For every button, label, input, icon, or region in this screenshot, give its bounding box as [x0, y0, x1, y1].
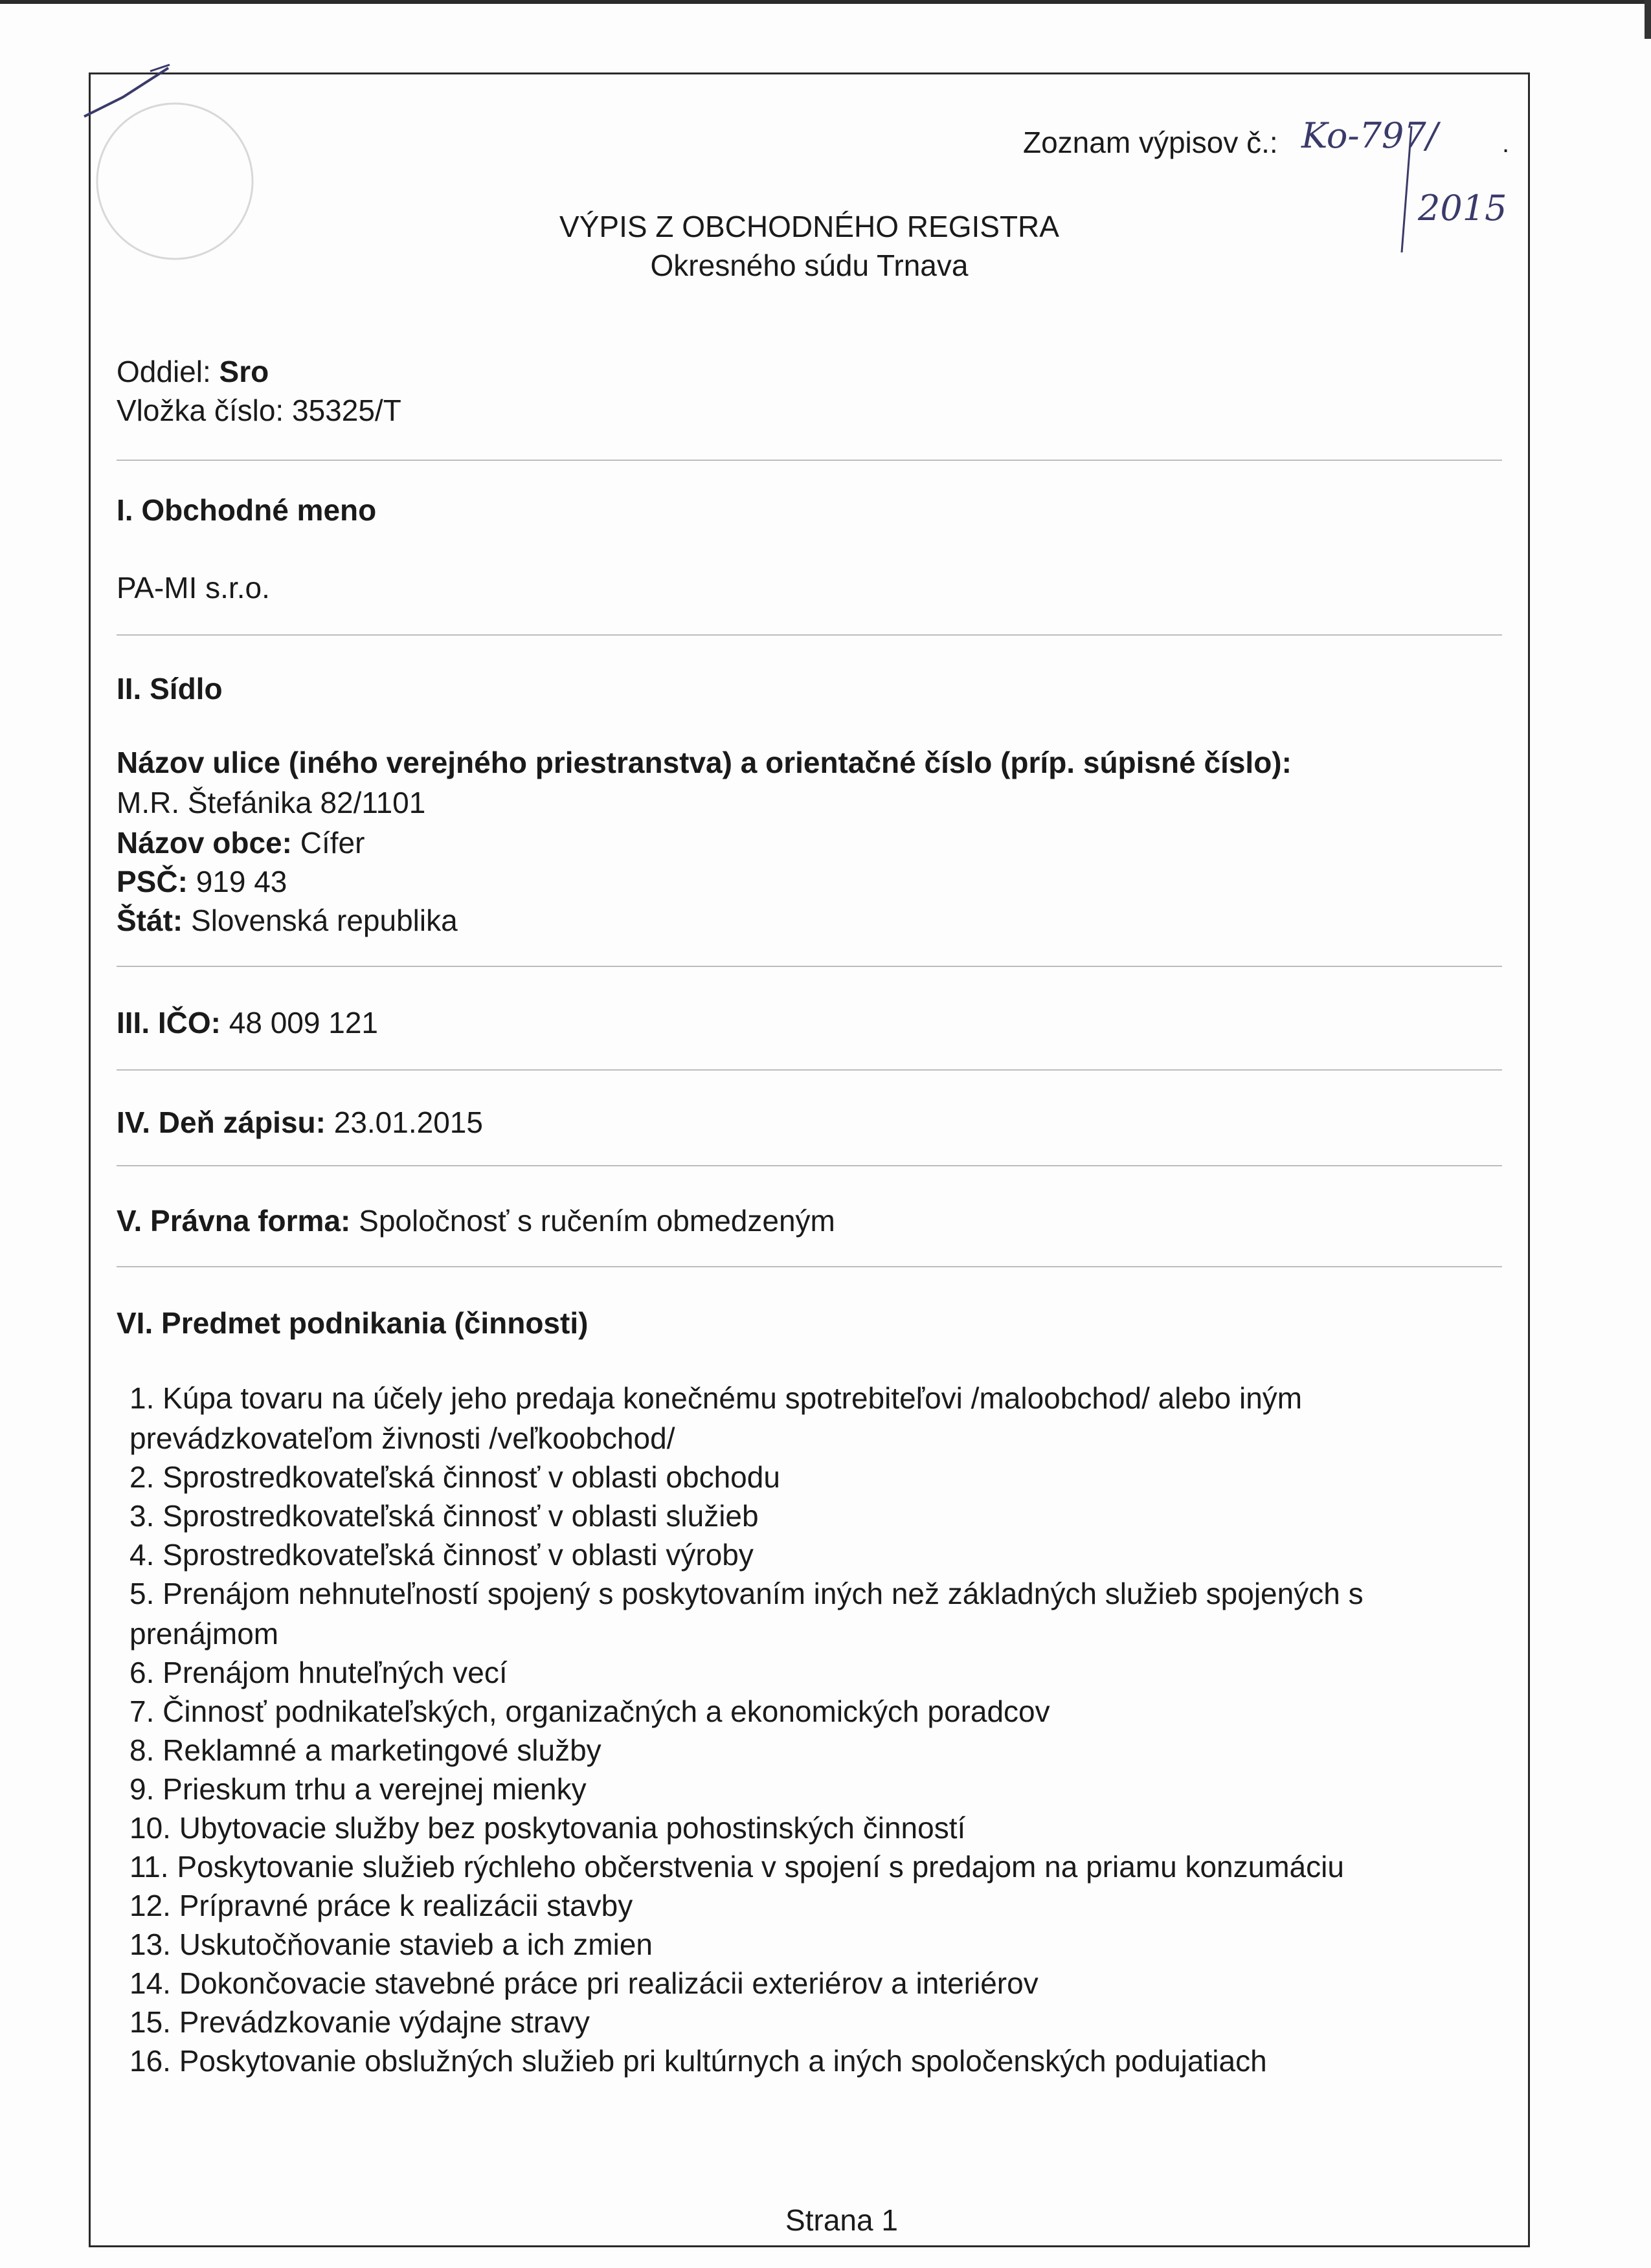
document-subtitle: Okresného súdu Trnava [650, 249, 969, 282]
activity-line: 4. Sprostredkovateľská činnosť v oblasti výroby [129, 1538, 754, 1572]
page-number: Strana 1 [785, 2203, 898, 2237]
activity-line: 12. Prípravné práce k realizácii stavby [129, 1889, 633, 1922]
handwritten-list-year: 2015 [1418, 188, 1507, 228]
list-number-label: Zoznam výpisov č.: [1023, 126, 1278, 159]
municipality-value: Cífer [300, 826, 365, 860]
activity-line: 5. Prenájom nehnuteľností spojený s poskytovaním iných než základných služieb spojených s [129, 1577, 1364, 1610]
postal-row [117, 863, 287, 900]
activity-line: 14. Dokončovacie stavebné práce pri realizácii exteriérov a interiérov [129, 1966, 1039, 2000]
activity-line: 2. Sprostredkovateľská činnosť v oblasti obchodu [129, 1460, 780, 1494]
activity-line: 13. Uskutočňovanie stavieb a ich zmien [129, 1928, 653, 1961]
divider [117, 460, 1502, 461]
activity-line: prevádzkovateľom živnosti /veľkoobchod/ [129, 1421, 675, 1455]
legal-form-row [117, 1203, 835, 1239]
divider [117, 966, 1502, 967]
state-label: Štát: [117, 904, 183, 937]
activity-line: 16. Poskytovanie obslužných služieb pri kultúrnych a iných spoločenských podujatiach [129, 2044, 1267, 2078]
state-row [117, 902, 458, 939]
section-value: Sro [219, 355, 269, 388]
insert-label: Vložka číslo: [117, 394, 284, 427]
activities-heading: VI. Predmet podnikania (činnosti) [117, 1306, 589, 1340]
divider [117, 1266, 1502, 1267]
street-label: Názov ulice (iného verejného priestranstva) a orientačné číslo (príp. súpisné číslo): [117, 746, 1292, 779]
state-value: Slovenská republika [191, 904, 458, 937]
business-name-heading: I. Obchodné meno [117, 493, 377, 527]
scan-edge-right [1645, 0, 1651, 39]
ico-label: III. IČO: [117, 1006, 221, 1040]
activity-line: 9. Prieskum trhu a verejnej mienky [129, 1772, 587, 1806]
activity-line: 11. Poskytovanie služieb rýchleho občerstvenia v spojení s predajom na priamu konzumáciu [129, 1850, 1344, 1884]
activity-line: 7. Činnosť podnikateľských, organizačných a ekonomických poradcov [129, 1695, 1050, 1728]
street-value: M.R. Štefánika 82/1101 [117, 786, 426, 819]
insert-value: 35325/T [292, 394, 401, 427]
postal-value: 919 43 [196, 865, 287, 898]
activity-line: 10. Ubytovacie služby bez poskytovania pohostinských činností [129, 1811, 966, 1845]
activity-line: 6. Prenájom hnuteľných vecí [129, 1656, 508, 1689]
registry-section [117, 353, 269, 390]
legal-form-value: Spoločnosť s ručením obmedzeným [359, 1204, 835, 1238]
registry-insert [117, 392, 401, 428]
handwritten-list-number: Ko-797/ [1301, 115, 1438, 156]
seat-heading: II. Sídlo [117, 672, 223, 706]
postal-label: PSČ: [117, 865, 188, 898]
activity-line: 15. Prevádzkovanie výdajne stravy [129, 2005, 590, 2039]
dot-mark: . [1502, 129, 1510, 158]
municipality-label: Názov obce: [117, 826, 292, 860]
section-label: Oddiel: [117, 355, 211, 388]
municipality-row [117, 825, 365, 861]
document-title: VÝPIS Z OBCHODNÉHO REGISTRA [559, 210, 1059, 243]
registration-day-value: 23.01.2015 [333, 1106, 483, 1139]
registration-day-label: IV. Deň zápisu: [117, 1106, 326, 1139]
divider [117, 1165, 1502, 1166]
ico-row [117, 1005, 378, 1041]
business-name-value: PA-MI s.r.o. [117, 571, 270, 605]
divider [117, 634, 1502, 636]
activity-line: 8. Reklamné a marketingové služby [129, 1733, 601, 1767]
divider [117, 1069, 1502, 1071]
legal-form-label: V. Právna forma: [117, 1204, 351, 1238]
ico-value: 48 009 121 [229, 1006, 379, 1040]
registration-day-row [117, 1104, 483, 1140]
activity-line: 1. Kúpa tovaru na účely jeho predaja konečnému spotrebiteľovi /maloobchod/ alebo iným [129, 1381, 1303, 1415]
activity-line: prenájmom [129, 1617, 279, 1651]
scan-edge-top [0, 0, 1651, 4]
activity-line: 3. Sprostredkovateľská činnosť v oblasti služieb [129, 1499, 759, 1533]
